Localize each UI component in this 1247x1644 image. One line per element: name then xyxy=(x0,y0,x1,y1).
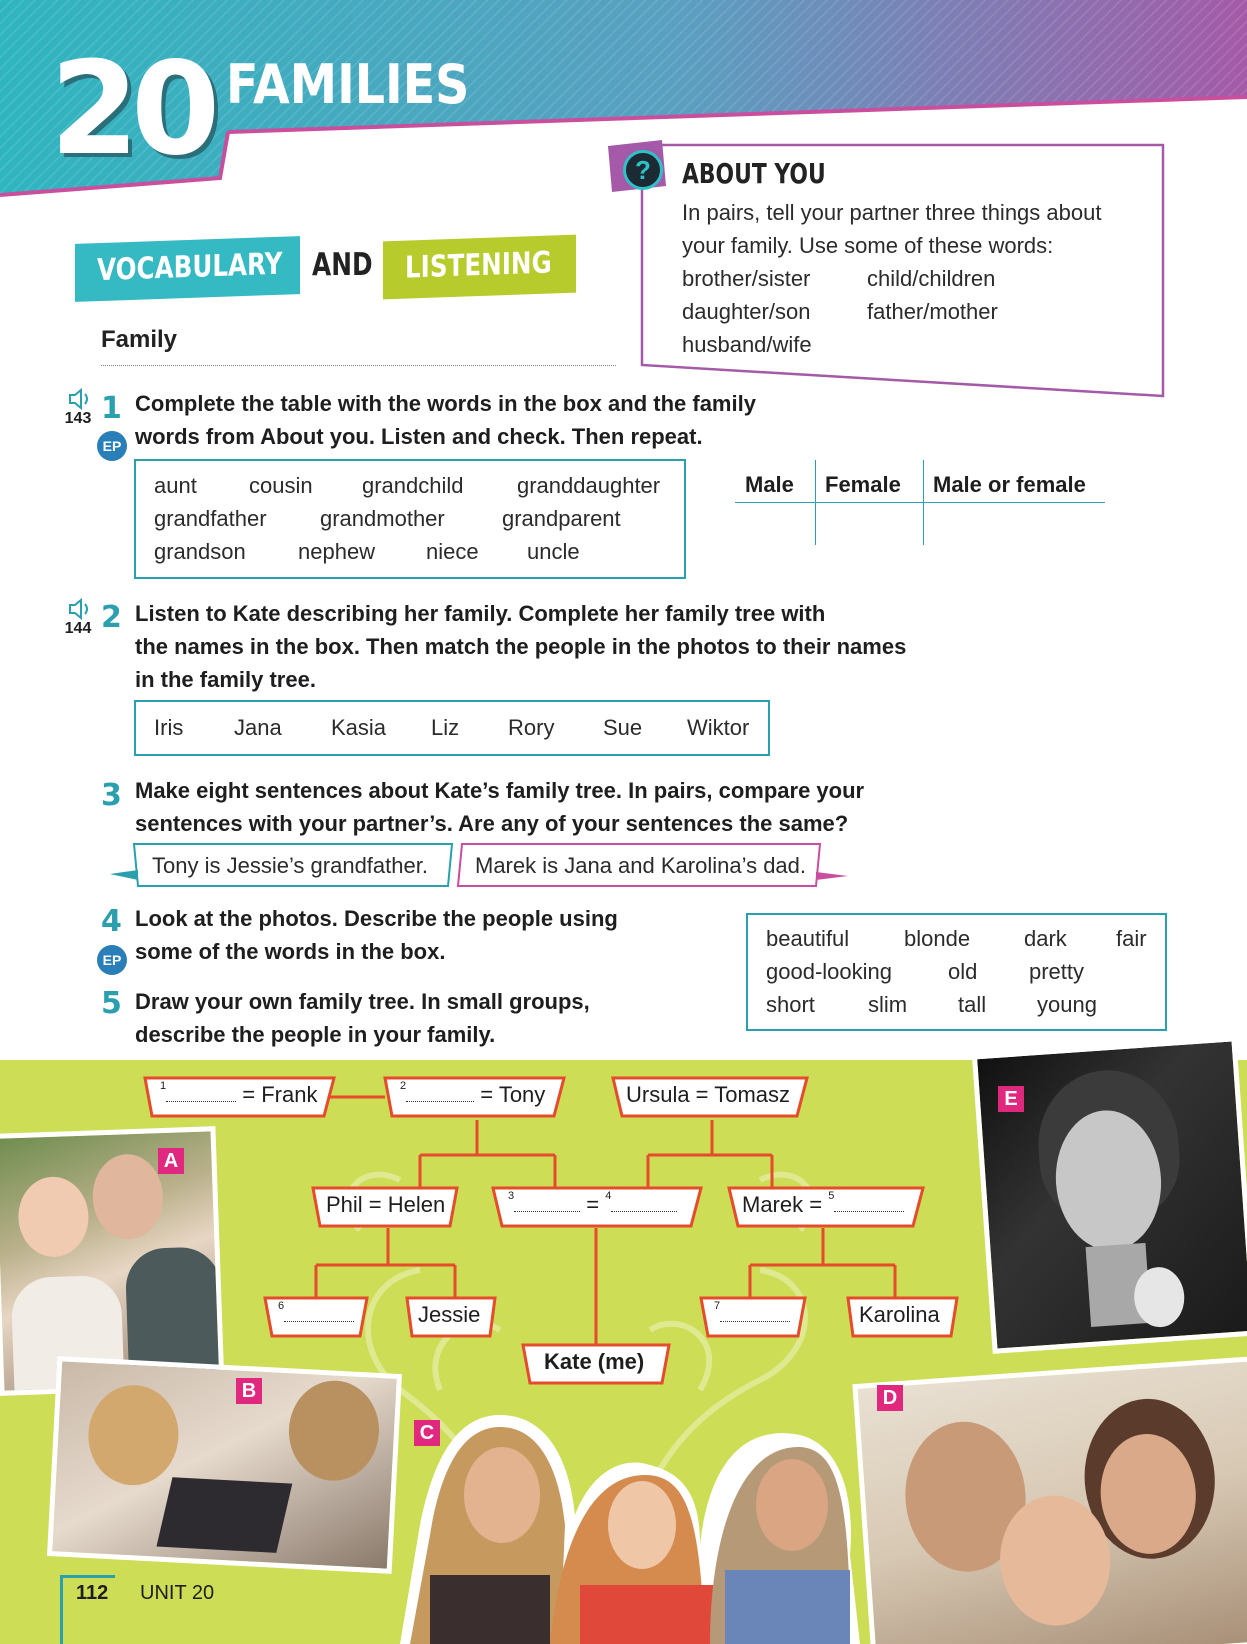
exercise-2-text-line: Listen to Kate describing her family. Complete her family tree with xyxy=(135,601,826,626)
word: beautiful xyxy=(766,926,850,951)
exercise-5-text-line: describe the people in your family. xyxy=(135,1022,496,1047)
name: Kasia xyxy=(331,715,387,740)
blank-number: 7 xyxy=(714,1300,721,1312)
blank-number: 6 xyxy=(278,1300,285,1312)
exercise-number-4: 4 xyxy=(101,904,122,939)
audio-track-143[interactable] xyxy=(58,388,98,428)
game-board-shape xyxy=(156,1477,292,1553)
name: Rory xyxy=(508,715,555,740)
node-text: Marek = xyxy=(742,1192,829,1217)
blank-line[interactable] xyxy=(514,1194,580,1212)
word: cousin xyxy=(249,473,313,498)
exercise-4-text-line: some of the words in the box. xyxy=(135,939,446,964)
table-header-male-or-female: Male or female xyxy=(933,472,1086,497)
tree-node-10 xyxy=(845,1295,960,1339)
tree-node-2 xyxy=(382,1075,567,1119)
word: grandparent xyxy=(502,506,621,531)
tree-node-1 xyxy=(142,1075,337,1119)
word: tall xyxy=(958,992,987,1017)
name: Sue xyxy=(603,715,643,740)
about-you-instruction: In pairs, tell your partner three things about your family. Use some of these words: xyxy=(682,200,1102,258)
word: niece xyxy=(426,539,479,564)
about-word: child/children xyxy=(867,266,996,291)
unit-number: 20 xyxy=(50,35,213,184)
example-sentence-2: Marek is Jana and Karolina’s dad. xyxy=(475,853,807,878)
photo-label-a: A xyxy=(158,1148,184,1174)
word: grandmother xyxy=(320,506,445,531)
exercise-number-3: 3 xyxy=(101,778,122,813)
word: dark xyxy=(1024,926,1067,951)
table-rule xyxy=(735,502,1105,503)
ep-badge: EP xyxy=(97,945,127,975)
name: Wiktor xyxy=(687,715,750,740)
exercise-1-text-line: Complete the table with the words in the box and the family xyxy=(135,391,756,416)
photo-d xyxy=(852,1356,1247,1644)
node-text: = Frank xyxy=(242,1082,318,1107)
speaker-icon xyxy=(58,388,98,410)
exercise-3-text-line: sentences with your partner’s. Are any of your sentences the same? xyxy=(135,811,849,836)
word: grandchild xyxy=(362,473,464,498)
unit-title: FAMILIES xyxy=(226,53,470,116)
photo-label-c: C xyxy=(414,1420,440,1446)
track-number: 144 xyxy=(64,620,92,637)
footer-bar xyxy=(60,1575,63,1644)
exercise-1-text-line: words from About you. Listen and check. Then repeat. xyxy=(135,424,703,449)
name: Iris xyxy=(154,715,184,740)
exercise-2-text-line: the names in the box. Then match the people in the photos to their names xyxy=(135,634,907,659)
word: nephew xyxy=(298,539,376,564)
blank-line[interactable] xyxy=(834,1194,904,1212)
gender-table xyxy=(735,460,1105,545)
name: Liz xyxy=(431,715,460,740)
word: fair xyxy=(1116,926,1147,951)
blank-line[interactable] xyxy=(611,1194,677,1212)
word: uncle xyxy=(527,539,580,564)
exercise-number-1: 1 xyxy=(101,391,122,426)
word: old xyxy=(948,959,978,984)
blank-line[interactable] xyxy=(406,1084,474,1102)
blank-number: 2 xyxy=(400,1080,407,1092)
photo-c xyxy=(390,1395,860,1644)
name: Jana xyxy=(234,715,282,740)
subheading-family: Family xyxy=(101,326,178,353)
word: grandson xyxy=(154,539,246,564)
hair-shape xyxy=(86,1383,181,1488)
table-header-female: Female xyxy=(825,472,901,497)
blank-number: 1 xyxy=(160,1080,167,1092)
page-number: 112 xyxy=(76,1582,109,1604)
node-text: = Tony xyxy=(480,1082,546,1107)
tree-node-kate xyxy=(520,1342,672,1386)
tree-node-5 xyxy=(490,1185,704,1229)
tree-node-8 xyxy=(404,1295,498,1339)
word: blonde xyxy=(904,926,971,951)
tree-node-7 xyxy=(262,1295,370,1339)
footer-unit: UNIT 20 xyxy=(140,1582,215,1604)
photo-label-d: D xyxy=(877,1385,903,1411)
footer-bar xyxy=(60,1575,115,1578)
photo-b xyxy=(47,1356,402,1574)
word: aunt xyxy=(154,473,197,498)
word: short xyxy=(766,992,815,1017)
blank-line[interactable] xyxy=(720,1304,790,1322)
node-text: Jessie xyxy=(418,1302,481,1327)
photo-label-e: E xyxy=(998,1086,1024,1112)
word: pretty xyxy=(1029,959,1085,984)
audio-track-144[interactable] xyxy=(58,598,98,638)
tree-node-4 xyxy=(310,1185,460,1229)
section-label-vocabulary: VOCABULARY xyxy=(75,236,300,302)
node-text: Phil = Helen xyxy=(326,1192,446,1217)
tree-node-9 xyxy=(698,1295,808,1339)
exercise-number-5: 5 xyxy=(101,986,122,1021)
word: grandfather xyxy=(154,506,267,531)
section-label-listening: LISTENING xyxy=(383,235,576,300)
example-sentence-1: Tony is Jessie’s grandfather. xyxy=(152,853,428,878)
exercise-5-text-line: Draw your own family tree. In small groups, xyxy=(135,989,590,1014)
question-icon: ? xyxy=(623,150,663,190)
word-box-family xyxy=(134,459,686,579)
word-box-appearance xyxy=(746,913,1167,1031)
blank-number: 5 xyxy=(828,1190,835,1202)
tree-node-3 xyxy=(610,1075,810,1119)
table-divider xyxy=(923,460,924,545)
exercise-number-2: 2 xyxy=(101,600,122,635)
ep-badge: EP xyxy=(97,431,127,461)
node-text: Kate (me) xyxy=(544,1349,645,1374)
word: young xyxy=(1037,992,1097,1017)
table-header-male: Male xyxy=(745,472,794,497)
tree-node-6 xyxy=(726,1185,926,1229)
about-word: father/mother xyxy=(867,299,998,324)
blank-line[interactable] xyxy=(284,1304,354,1322)
about-word: husband/wife xyxy=(682,332,812,357)
photo-label-b: B xyxy=(236,1378,262,1404)
speaker-icon xyxy=(58,598,98,620)
about-you-title: ABOUT YOU xyxy=(682,157,826,190)
names-box xyxy=(134,700,770,756)
exercise-2-text-line: in the family tree. xyxy=(135,667,316,692)
subheading-rule xyxy=(101,365,616,366)
exercise-3-text-line: Make eight sentences about Kate’s family tree. In pairs, compare your xyxy=(135,778,865,803)
track-number: 143 xyxy=(64,410,92,427)
about-word: daughter/son xyxy=(682,299,811,324)
blank-line[interactable] xyxy=(166,1084,236,1102)
node-text: Ursula = Tomasz xyxy=(626,1082,791,1107)
node-text: = xyxy=(586,1192,606,1217)
exercise-4-text-line: Look at the photos. Describe the people using xyxy=(135,906,618,931)
hair-shape xyxy=(286,1378,381,1483)
word: good-looking xyxy=(766,959,892,984)
word: slim xyxy=(868,992,908,1017)
word: granddaughter xyxy=(517,473,661,498)
about-word: brother/sister xyxy=(682,266,811,291)
node-text: Karolina xyxy=(859,1302,940,1327)
table-divider xyxy=(815,460,816,545)
section-label-and: AND xyxy=(312,247,373,283)
blank-number: 4 xyxy=(605,1190,612,1202)
blank-number: 3 xyxy=(508,1190,515,1202)
